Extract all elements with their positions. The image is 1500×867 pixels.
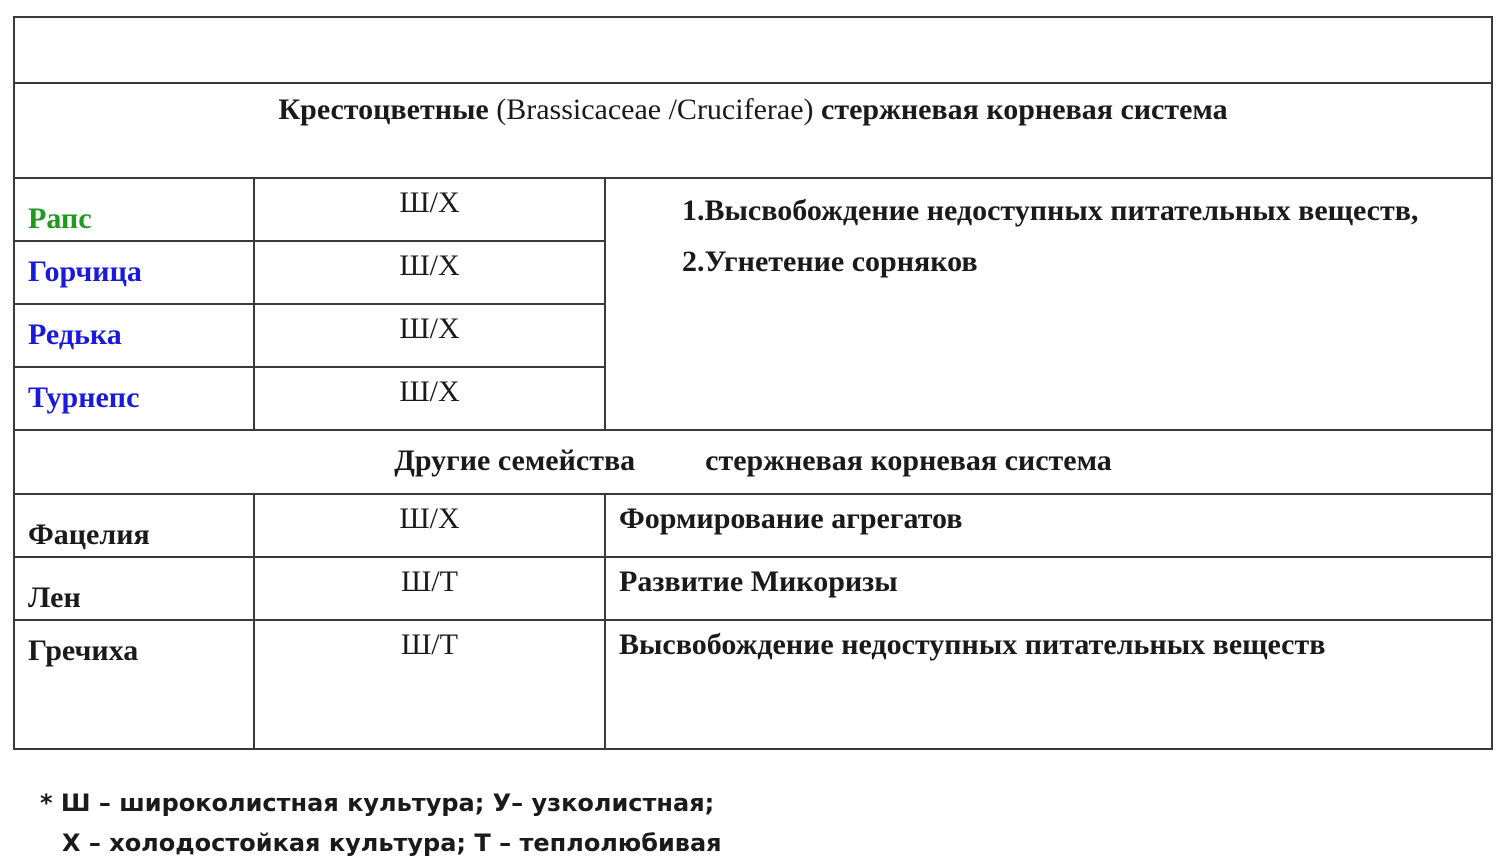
empty-header-cell: [14, 17, 1492, 83]
crop-code: Ш/Т: [401, 565, 458, 598]
crop-code: Ш/Х: [399, 249, 460, 282]
crop-name-cell: [14, 178, 254, 241]
section-title-cruciferous: [14, 83, 1492, 178]
section-title-other-part1: Другие семейства: [394, 444, 636, 477]
crop-name-buckwheat: Гречиха: [28, 634, 139, 667]
crop-effect-cell: [605, 557, 1492, 620]
crop-code-cell: [254, 620, 605, 749]
crop-effect-cell: [605, 620, 1492, 749]
crop-name-cell: [14, 304, 254, 367]
crop-code: Ш/Х: [399, 186, 460, 219]
crop-name-raps: Рапс: [28, 202, 92, 235]
table-row: [14, 178, 1492, 241]
section-row-other: [14, 430, 1492, 494]
crop-code-cell: [254, 557, 605, 620]
section-title-latin: (Brassicaceae /Cruciferae): [496, 93, 814, 126]
crop-name-cell: [14, 557, 254, 620]
crop-code-cell: [254, 367, 605, 430]
cruciferous-effects-cell: [605, 178, 1492, 430]
crop-name-flax: Лен: [28, 581, 81, 614]
footnote-line-2: Х – холодостойкая культура; Т – теплолюбивая: [62, 829, 722, 857]
table-row: [14, 494, 1492, 557]
crop-effect: Развитие Микоризы: [619, 565, 898, 598]
effect-item: 2.Угнетение сорняков: [682, 245, 978, 278]
section-title-other-part2: стержневая корневая система: [705, 444, 1112, 477]
effect-item: 1.Высвобождение недоступных питательных веществ,: [682, 194, 1419, 227]
section-title-other: [14, 430, 1492, 494]
crop-name-radish: Редька: [28, 318, 122, 351]
table-row: [14, 557, 1492, 620]
crop-code: Ш/Х: [399, 312, 460, 345]
crop-name-mustard: Горчица: [28, 255, 142, 288]
crop-effect: Формирование агрегатов: [619, 502, 963, 535]
footnote: [40, 783, 722, 863]
crop-code: Ш/Т: [401, 628, 458, 661]
crop-name-turnip: Турнепс: [28, 381, 140, 414]
crop-code-cell: [254, 241, 605, 304]
section-row-cruciferous: [14, 83, 1492, 178]
crop-name-phacelia: Фацелия: [28, 518, 150, 551]
footnote-line-1: * Ш – широколистная культура; У– узколистная;: [40, 789, 715, 817]
crop-table: [13, 16, 1493, 750]
empty-header-row: [14, 17, 1492, 83]
section-title-bold-start: Крестоцветные: [278, 93, 489, 126]
crop-name-cell: [14, 494, 254, 557]
crop-name-cell: [14, 241, 254, 304]
crop-effect-cell: [605, 494, 1492, 557]
crop-code: Ш/Х: [399, 375, 460, 408]
crop-name-cell: [14, 367, 254, 430]
section-title-bold-end: стержневая корневая система: [821, 93, 1228, 126]
crop-code-cell: [254, 304, 605, 367]
crop-code-cell: [254, 178, 605, 241]
crop-effect: Высвобождение недоступных питательных веществ: [619, 628, 1326, 661]
crop-name-cell: [14, 620, 254, 749]
crop-code: Ш/Х: [399, 502, 460, 535]
table-row: [14, 620, 1492, 749]
crop-code-cell: [254, 494, 605, 557]
